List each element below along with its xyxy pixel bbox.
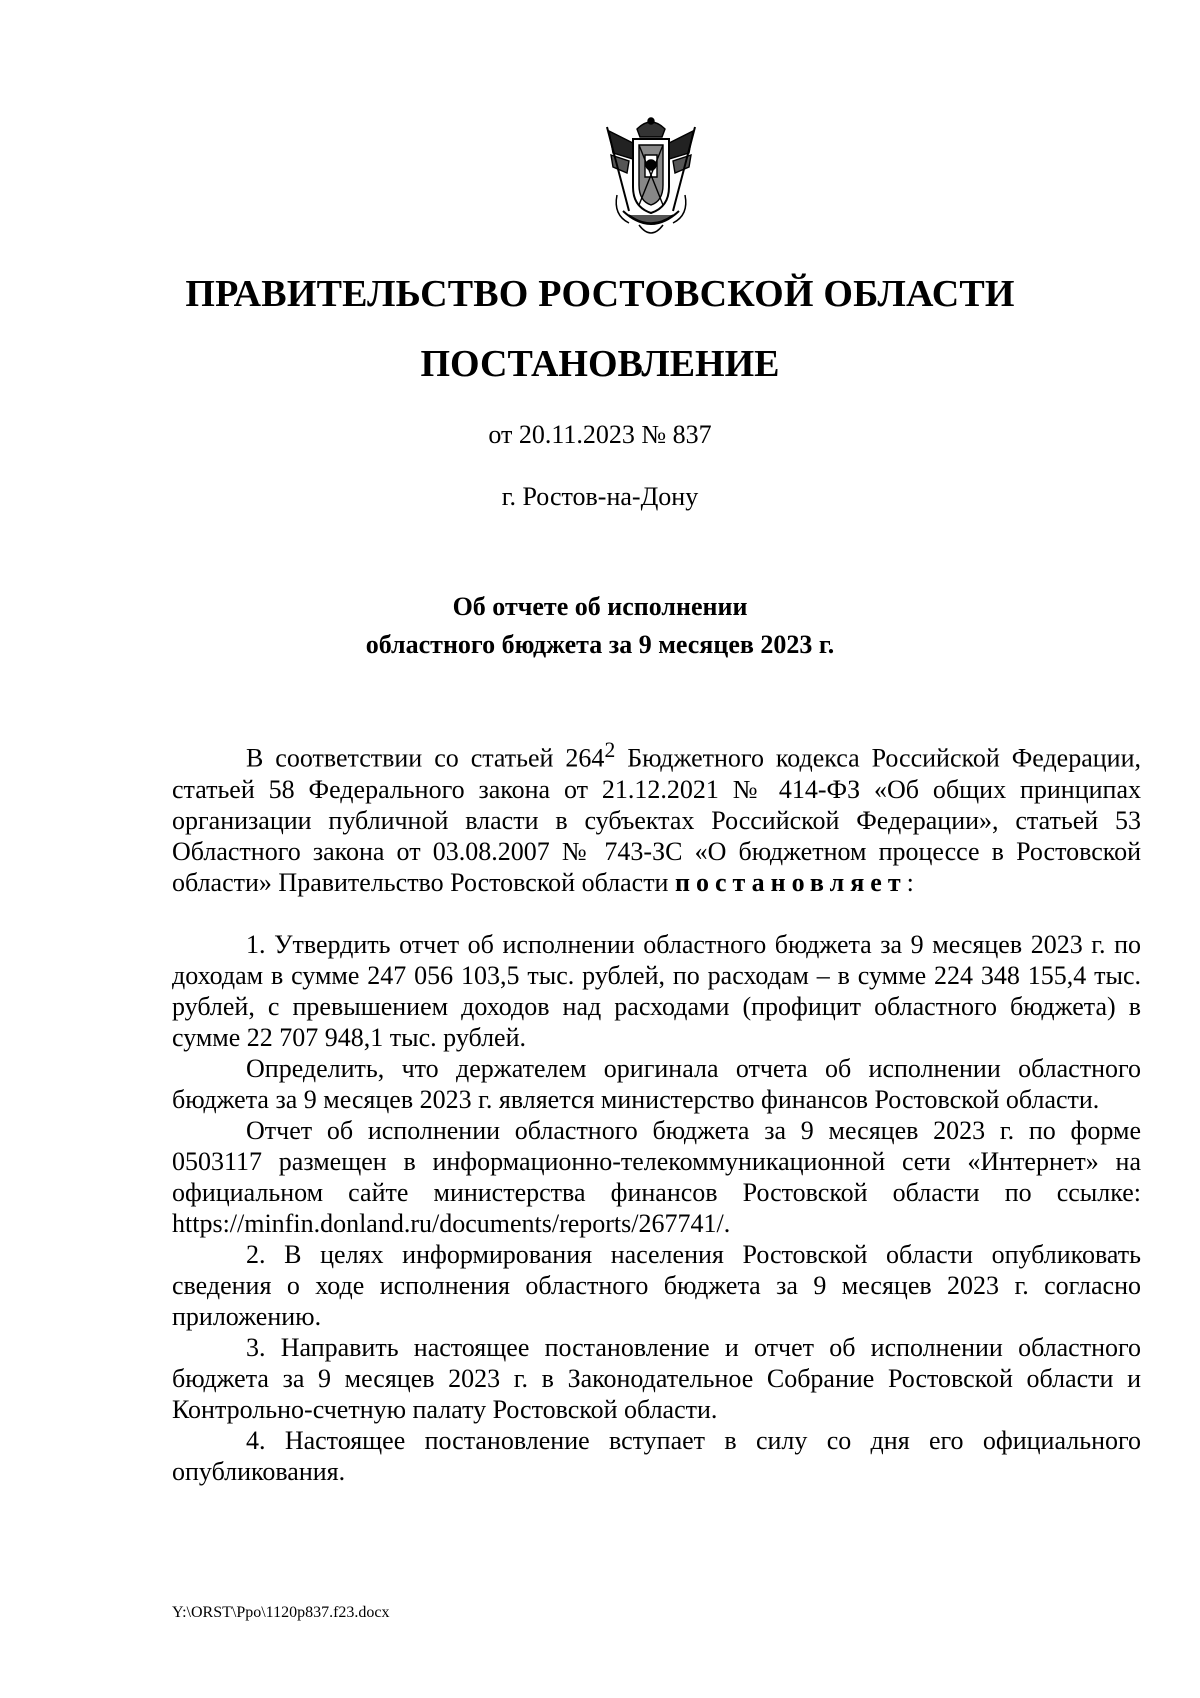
paragraph-6: 4. Настоящее постановление вступает в силу со дня его официального опубликования. xyxy=(172,1425,1141,1486)
paragraph-2: Определить, что держателем оригинала отчета об исполнении областного бюджета за 9 месяцев 2023 г. является министерство финансов Ростовской области. xyxy=(172,1053,1141,1114)
paragraph-4: 2. В целях информирования населения Ростовской области опубликовать сведения о ходе исполнения областного бюджета за 9 месяцев 2023 г. согласно приложению. xyxy=(172,1239,1141,1331)
paragraph-3: Отчет об исполнении областного бюджета за 9 месяцев 2023 г. по форме 0503117 размещен в информационно-телекоммуникационной сети «Интернет» на официальном сайте министерства финансов Ростовской области по ссылке: https://minfin.donland.ru/documents/reports/267741/. xyxy=(172,1115,1141,1238)
document-body xyxy=(172,735,1141,1487)
document-date-number: от 20.11.2023 № 837 xyxy=(488,420,712,449)
preamble-part-2: Бюджетного кодекса Российской Федерации, статьей 58 Федерального закона от 21.12.2021 № 414-ФЗ «Об общих принципах организации публичной власти в субъектах Российской Федерации», статьей 53 Областного закона от 03.08.2007 № 743-ЗС «О бюджетном процессе в Ростовской области» Правительство Ростовской области xyxy=(172,743,1141,897)
paragraph-5: 3. Направить настоящее постановление и отчет об исполнении областного бюджета за 9 месяцев 2023 г. в Законодательное Собрание Ростовской области и Контрольно-счетную палату Ростовской области. xyxy=(172,1332,1141,1424)
preamble-emphasis: постановляет xyxy=(674,867,907,897)
document-subject xyxy=(0,588,1200,664)
subject-line-1: Об отчете об исполнении xyxy=(452,592,748,621)
preamble-paragraph xyxy=(172,735,1141,898)
subject-line-2: областного бюджета за 9 месяцев 2023 г. xyxy=(365,630,835,659)
paragraph-1: 1. Утвердить отчет об исполнении областного бюджета за 9 месяцев 2023 г. по доходам в сумме 247 056 103,5 тыс. рублей, по расходам – в сумме 224 348 155,4 тыс. рублей, с превышением доходов над расходами (профицит областного бюджета) в сумме 22 707 948,1 тыс. рублей. xyxy=(172,929,1141,1052)
document-type: ПОСТАНОВЛЕНИЕ xyxy=(420,343,780,385)
paragraph-spacer xyxy=(172,898,1141,929)
preamble-part-1: В соответствии со статьей 264 xyxy=(246,743,605,773)
preamble-end: : xyxy=(906,867,914,897)
file-path-footer: Y:\ORST\Ppo\1120p837.f23.docx xyxy=(172,1604,390,1621)
document-city: г. Ростов-на-Дону xyxy=(501,482,699,511)
coat-of-arms-icon xyxy=(599,115,703,241)
preamble-superscript: 2 xyxy=(604,738,616,762)
organization-title: ПРАВИТЕЛЬСТВО РОСТОВСКОЙ ОБЛАСТИ xyxy=(185,273,1015,315)
